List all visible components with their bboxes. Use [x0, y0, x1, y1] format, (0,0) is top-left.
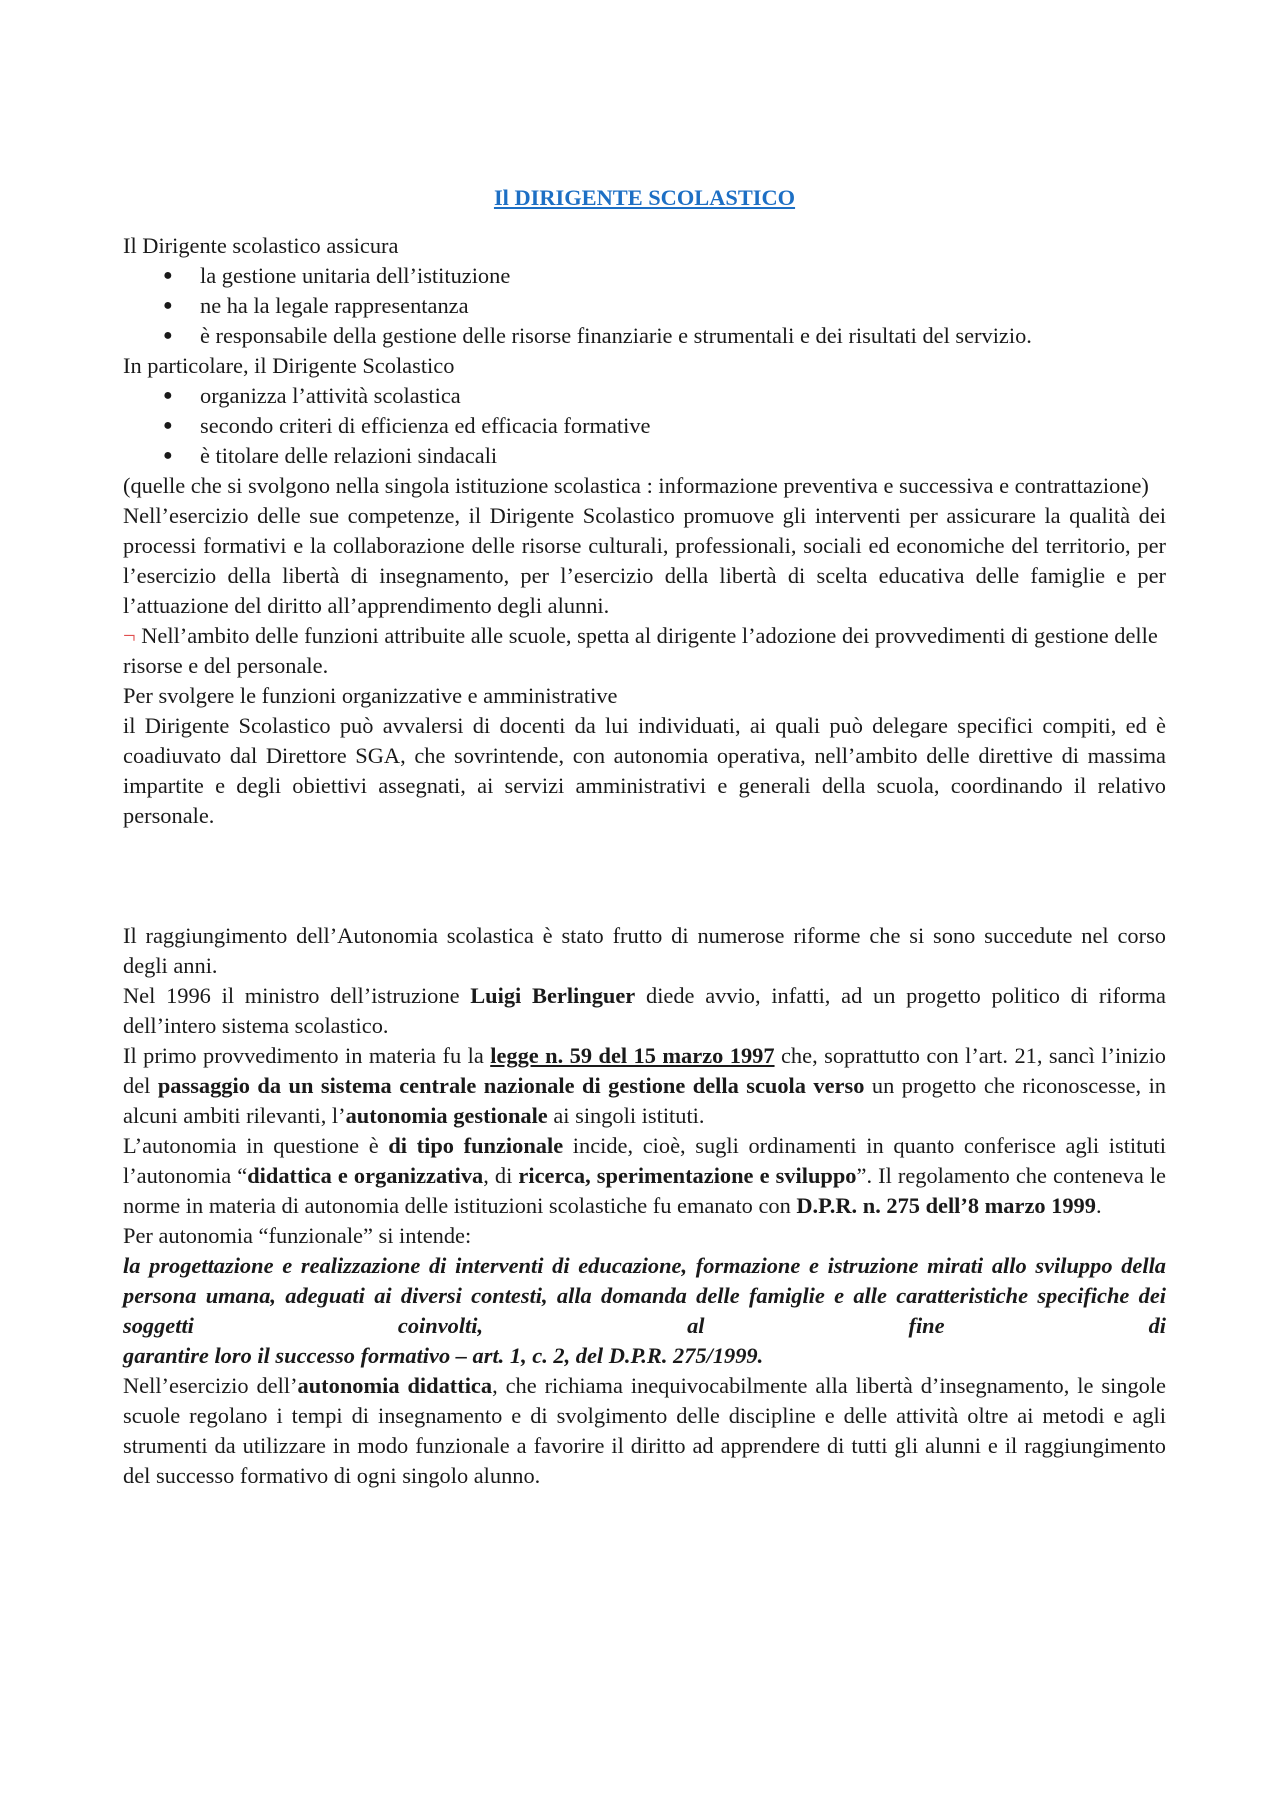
definition-quote: la progettazione e realizzazione di interventi di educazione, formazione e istruzione mirati allo sviluppo della persona umana, adeguati ai diversi contesti, alla domanda delle famiglie e alle caratteristiche specifiche dei soggetti coinvolti, al fine di — [123, 1253, 1166, 1338]
paragraph: Per svolgere le funzioni organizzative e amministrative — [123, 683, 618, 708]
list-item: ● ne ha la legale rappresentanza — [123, 291, 1166, 321]
paragraph: Nell’esercizio delle sue competenze, il Dirigente Scolastico promuove gli interventi per assicurare la qualità dei processi formativi e la collaborazione delle risorse culturali, professionali, sociali ed economiche del territorio, per l’esercizio della libertà di insegnamento, per l’esercizio della libertà di scelta educativa delle famiglie e per l’attuazione del diritto all’apprendimento degli alunni. — [123, 503, 1166, 618]
bullet-icon: ● — [163, 387, 173, 404]
negation-icon: ¬ — [123, 623, 136, 648]
bullet-icon: ● — [163, 447, 173, 464]
list-item: ● è responsabile della gestione delle risorse finanziarie e strumentali e dei risultati del servizio. — [123, 321, 1166, 351]
bullet-list-1 — [123, 261, 1166, 351]
paragraph: il Dirigente Scolastico può avvalersi di docenti da lui individuati, ai quali può delegare specifici compiti, ed è coadiuvato dal Direttore SGA, che sovrintende, con autonomia operativa, nell’ambito delle direttive di massima impartite e degli obiettivi assegnati, ai servizi amministrativi e generali della scuola, coordinando il relativo personale. — [123, 713, 1166, 828]
bullet-icon: ● — [163, 327, 173, 344]
paragraph: Il primo provvedimento in materia fu la legge n. 59 del 15 marzo 1997 che, soprattutto con l’art. 21, sancì l’inizio del passaggio da un sistema centrale nazionale di gestione della scuola verso un progetto che riconoscesse, in alcuni ambiti rilevanti, l’autonomia gestionale ai singoli istituti. — [123, 1043, 1167, 1128]
list-item: ● organizza l’attività scolastica — [123, 381, 1166, 411]
list-item: ● secondo criteri di efficienza ed efficacia formative — [123, 411, 1166, 441]
list-item: ● è titolare delle relazioni sindacali — [123, 441, 1166, 471]
definition-quote-end: garantire loro il successo formativo – art. 1, c. 2, del D.P.R. 275/1999. — [123, 1343, 764, 1368]
bullet-icon: ● — [163, 267, 173, 284]
bullet-icon: ● — [163, 297, 173, 314]
intro-text-2: In particolare, il Dirigente Scolastico — [123, 353, 455, 378]
paragraph: Nel 1996 il ministro dell’istruzione Luigi Berlinguer diede avvio, infatti, ad un progetto politico di riforma dell’intero sistema scolastico. — [123, 983, 1166, 1038]
paragraph: L’autonomia in questione è di tipo funzionale incide, cioè, sugli ordinamenti in quanto conferisce agli istituti l’autonomia “didattica e organizzativa, di ricerca, sperimentazione e sviluppo”. Il regolamento che conteneva le norme in materia di autonomia delle istituzioni scolastiche fu emanato con D.P.R. n. 275 dell’8 marzo 1999. — [123, 1133, 1167, 1218]
paragraph: ¬ Nell’ambito delle funzioni attribuite alle scuole, spetta al dirigente l’adozione dei provvedimenti di gestione delle risorse e del personale. — [123, 623, 1158, 678]
paragraph: Nell’esercizio dell’autonomia didattica, che richiama inequivocabilmente alla libertà d’insegnamento, le singole scuole regolano i tempi di insegnamento e di svolgimento delle discipline e delle attività oltre ai metodi e agli strumenti da utilizzare in modo funzionale a favorire il diritto ad apprendere di tutti gli alunni e il raggiungimento del successo formativo di ogni singolo alunno. — [123, 1373, 1166, 1488]
parenthetical-note: (quelle che si svolgono nella singola istituzione scolastica : informazione preventiva e successiva e contrattazione) — [123, 473, 1149, 498]
document-page — [123, 183, 1166, 1491]
paragraph: Per autonomia “funzionale” si intende: — [123, 1223, 472, 1248]
bullet-icon: ● — [163, 417, 173, 434]
paragraph: Il raggiungimento dell’Autonomia scolastica è stato frutto di numerose riforme che si sono succedute nel corso degli anni. — [123, 923, 1166, 978]
bullet-list-2 — [123, 381, 1166, 471]
document-title: Il DIRIGENTE SCOLASTICO — [493, 185, 796, 210]
spacer — [123, 831, 1166, 921]
intro-text: Il Dirigente scolastico assicura — [123, 233, 399, 258]
list-item: ● la gestione unitaria dell’istituzione — [123, 261, 1166, 291]
